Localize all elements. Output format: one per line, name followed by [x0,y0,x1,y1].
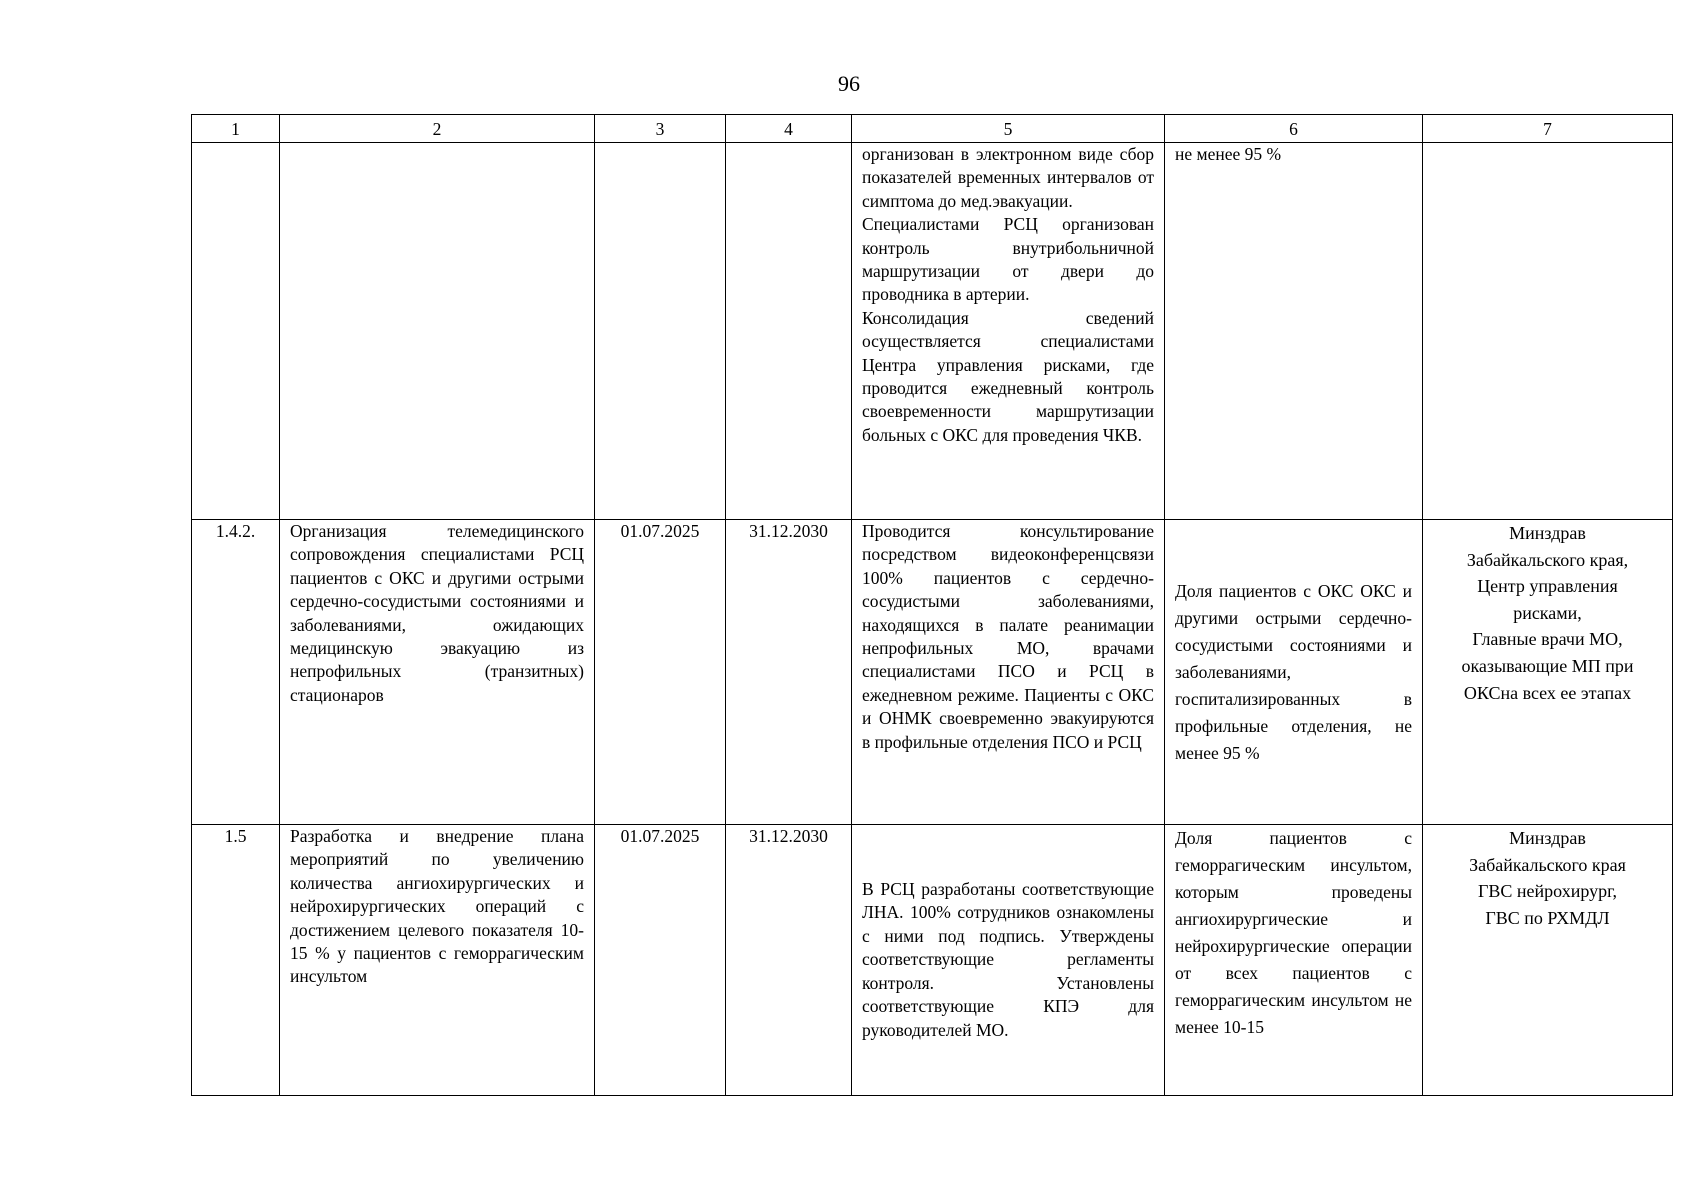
table-row [192,825,1673,1096]
measure-name: Организация телемедицинского сопровождения специалистами РСЦ пациентов с ОКС и другими острыми сердечно-сосудистыми состояниями и заболеваниями, ожидающих медицинскую эвакуацию из непрофильных (транзитных) стационаров [280,520,595,825]
table-row [192,520,1673,825]
responsible-line: оказывающие МП при [1461,655,1634,676]
result-paragraph: Консолидация сведений осуществляется специалистами Центра управления рисками, где проводится ежедневный контроль своевременности маршрутизации больных с ОКС для проведения ЧКВ. [862,307,1154,445]
measure-name: Разработка и внедрение плана мероприятий по увеличению количества ангиохирургических и нейрохирургических операций с достижением целевого показателя 10-15 % у пациентов с геморрагическим инсультом [280,825,595,1096]
result-paragraph: организован в электронном виде сбор показателей временных интервалов от симптома до мед.эвакуации. [862,144,1154,211]
column-header: 6 [1165,115,1423,143]
item-number [192,143,280,520]
target-indicator: не менее 95 % [1165,143,1423,520]
column-header: 7 [1423,115,1673,143]
responsible-line: Главные врачи МО, [1472,629,1623,650]
responsible-line: рисками, [1513,602,1582,623]
measures-table [191,114,1673,1096]
responsible [1423,520,1673,825]
responsible-line: ГВС нейрохирург, [1478,881,1617,902]
expected-result [852,143,1165,520]
responsible [1423,143,1673,520]
table-header-row [192,115,1673,143]
page-number: 96 [838,71,860,96]
expected-result [852,825,1165,1096]
responsible-line: Забайкальского края [1469,854,1626,875]
responsible-line: Забайкальского края, [1466,549,1629,570]
result-paragraph: Проводится консультирование посредством видеоконференцсвязи 100% пациентов с сердечно-сосудистыми заболеваниями, находящихся в палате реанимации непрофильных МО, врачами специалистами ПСО и РСЦ в ежедневном режиме. Пациенты с ОКС и ОНМК своевременно эвакуируются в профильные отделения ПСО и РСЦ [862,521,1154,752]
end-date: 31.12.2030 [726,520,852,825]
start-date: 01.07.2025 [595,520,726,825]
expected-result [852,520,1165,825]
column-header: 1 [192,115,280,143]
item-number: 1.4.2. [192,520,280,825]
end-date [726,143,852,520]
start-date: 01.07.2025 [595,825,726,1096]
start-date [595,143,726,520]
column-header: 4 [726,115,852,143]
responsible-line: Центр управления [1477,576,1618,597]
column-header: 3 [595,115,726,143]
column-header: 2 [280,115,595,143]
responsible-line: Минздрав [1509,828,1586,848]
responsible-line: Минздрав [1509,523,1586,543]
end-date: 31.12.2030 [726,825,852,1096]
responsible [1423,825,1673,1096]
target-indicator: Доля пациентов с геморрагическим инсультом, которым проведены ангиохирургические и нейрохирургические операции от всех пациентов с геморрагическим инсультом не менее 10-15 [1165,825,1423,1096]
measure-name [280,143,595,520]
target-indicator: Доля пациентов с ОКС ОКС и другими острыми сердечно-сосудистыми состояниями и заболеваниями, госпитализированных в профильные отделения, не менее 95 % [1165,520,1423,825]
column-header: 5 [852,115,1165,143]
result-paragraph: Специалистами РСЦ организован контроль внутрибольничной маршрутизации от двери до проводника в артерии. [862,214,1154,305]
responsible-line: ОКСна всех ее этапах [1463,682,1632,703]
responsible-line: ГВС по РХМДЛ [1485,907,1610,928]
result-paragraph: В РСЦ разработаны соответствующие ЛНА. 100% сотрудников ознакомлены с ними под подпись. Утверждены соответствующие регламенты контроля. Установлены соответствующие КПЭ для руководителей МО. [862,879,1154,1040]
table-row [192,143,1673,520]
item-number: 1.5 [192,825,280,1096]
